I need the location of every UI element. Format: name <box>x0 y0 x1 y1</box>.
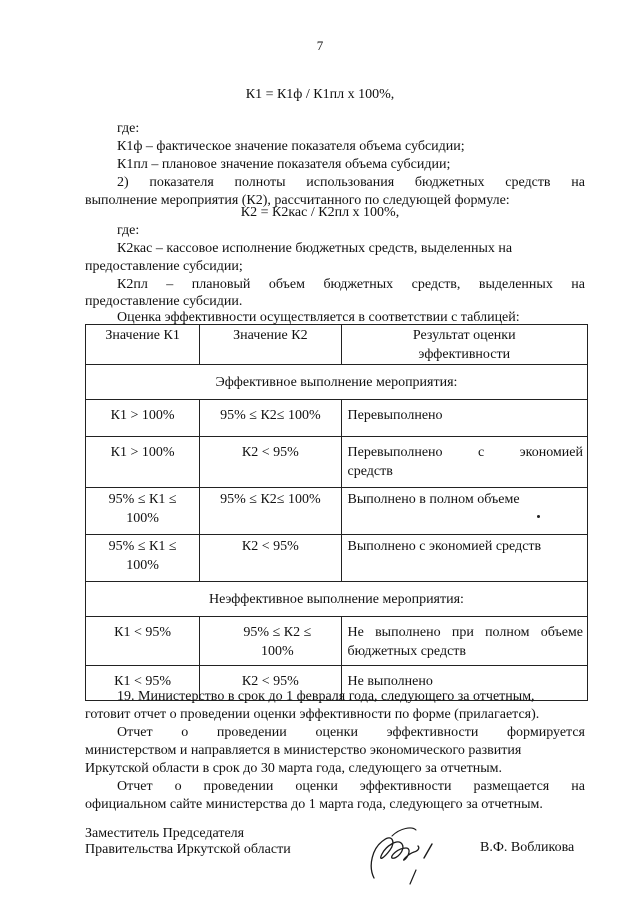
publish-line2: официальном сайте министерства до 1 марта года, следующего за отчетным. <box>85 797 543 812</box>
word: К2пл <box>117 277 148 292</box>
section-row-ineffective <box>86 582 588 617</box>
table-row <box>86 535 588 582</box>
cell-k1: 95% ≤ К1 ≤ 100% <box>86 535 200 582</box>
word: средств, <box>411 277 461 292</box>
table-row <box>86 617 588 666</box>
word: на <box>571 175 585 190</box>
cell-result-line2: бюджетных средств <box>347 644 467 659</box>
k1f-definition: К1ф – фактическое значение показателя объема субсидии; <box>117 139 465 154</box>
item2-line1 <box>117 174 585 192</box>
cell-k1: К1 > 100% <box>86 437 200 488</box>
report-line2: министерством и направляется в министерство экономического развития <box>85 743 522 758</box>
table-row <box>86 400 588 437</box>
cell-k1: К1 < 95% <box>86 666 200 701</box>
k2kas-definition-line1: К2кас – кассовое исполнение бюджетных средств, выделенных на <box>117 241 513 256</box>
page-number: 7 <box>316 38 324 53</box>
section-ineffective-label: Неэффективное выполнение мероприятия: <box>86 582 588 617</box>
word: плановый <box>191 277 251 292</box>
cell-result: Выполнено в полном объеме <box>341 488 588 535</box>
table-row <box>86 437 588 488</box>
cell-result: Не выполнено <box>341 666 588 701</box>
cell-k2: 95% ≤ К2≤ 100% <box>200 400 341 437</box>
cell-result <box>341 617 588 666</box>
word: объем <box>268 277 305 292</box>
paragraph-19-line2: готовит отчет о проведении оценки эффективности по форме (прилагается). <box>85 707 540 722</box>
cell-k1: К1 > 100% <box>86 400 200 437</box>
cell-k2: К2 < 95% <box>200 535 341 582</box>
word: Перевыполнено <box>347 445 443 460</box>
word: проведении <box>216 725 287 740</box>
cell-k1: К1 < 95% <box>86 617 200 666</box>
signatory-title-line2: Правительства Иркутской области <box>85 842 291 857</box>
word: оценки <box>315 725 358 740</box>
table-header-row <box>86 325 588 365</box>
table-row <box>86 488 588 535</box>
paragraph-19-line1: 19. Министерство в срок до 1 февраля года, следующего за отчетным, <box>117 689 535 704</box>
report-line3: Иркутской области в срок до 30 марта года, следующего за отчетным. <box>85 761 502 776</box>
word: использования <box>306 175 395 190</box>
cell-result-line2: средств <box>347 464 393 479</box>
formula-k2: К2 = К2кас / К2пл х 100%, <box>240 205 400 220</box>
cell-k2: 95% ≤ К2≤ 100% <box>200 488 341 535</box>
cell-result: Выполнено с экономией средств <box>341 535 588 582</box>
word: бюджетных <box>323 277 394 292</box>
signatory-title-line1: Заместитель Председателя <box>85 826 245 841</box>
efficiency-table <box>85 324 588 701</box>
stray-mark <box>537 515 540 518</box>
report-line1 <box>117 724 585 742</box>
header-result: Результат оценки эффективности <box>341 325 588 365</box>
signatory-title <box>85 826 291 858</box>
formula-k1: К1 = К1ф / К1пл х 100%, <box>245 87 395 102</box>
word: эффективности <box>386 725 479 740</box>
word: показателя <box>149 175 214 190</box>
section-effective-label: Эффективное выполнение мероприятия: <box>86 365 588 400</box>
cell-k2: К2 < 95% <box>200 666 341 701</box>
cell-result: Перевыполнено <box>341 400 588 437</box>
k2kas-definition-line2: предоставление субсидии; <box>85 259 243 274</box>
word: с <box>477 445 485 460</box>
word: проведении <box>203 779 274 794</box>
section-row-effective <box>86 365 588 400</box>
k2pl-definition-line1 <box>117 276 585 294</box>
handwritten-signature <box>362 818 452 888</box>
cell-result-line1: Не выполнено при полном объеме <box>347 625 583 640</box>
word: на <box>571 779 585 794</box>
cell-k2: 95% ≤ К2 ≤ 100% <box>200 617 341 666</box>
word: 2) <box>117 175 129 190</box>
table-intro: Оценка эффективности осуществляется в соответствии с таблицей: <box>117 310 520 325</box>
header-k2: Значение К2 <box>200 325 341 365</box>
where-label-2: где: <box>117 223 140 238</box>
word: Отчет <box>117 779 153 794</box>
where-label-1: где: <box>117 121 140 136</box>
cell-result <box>341 437 588 488</box>
word: о <box>181 725 189 740</box>
publish-line1 <box>117 778 585 796</box>
word: выделенных <box>478 277 553 292</box>
word: на <box>571 277 585 292</box>
word: эффективности <box>359 779 452 794</box>
word: формируется <box>506 725 585 740</box>
item2-line2: выполнение мероприятия (К2), рассчитанного по следующей формуле: <box>85 193 510 208</box>
cell-k2: К2 < 95% <box>200 437 341 488</box>
word: бюджетных <box>414 175 485 190</box>
word: оценки <box>295 779 338 794</box>
k2pl-definition-line2: предоставление субсидии. <box>85 294 243 309</box>
cell-result-line1 <box>348 443 584 462</box>
cell-k1: 95% ≤ К1 ≤ 100% <box>86 488 200 535</box>
word: о <box>174 779 182 794</box>
word: полноты <box>234 175 286 190</box>
word: экономией <box>519 445 583 460</box>
word: Отчет <box>117 725 153 740</box>
word: размещается <box>473 779 550 794</box>
signatory-name: В.Ф. Вобликова <box>480 840 575 855</box>
header-k1: Значение К1 <box>86 325 200 365</box>
word: – <box>166 277 174 292</box>
word: средств <box>505 175 551 190</box>
k1pl-definition: К1пл – плановое значение показателя объема субсидии; <box>117 157 451 172</box>
